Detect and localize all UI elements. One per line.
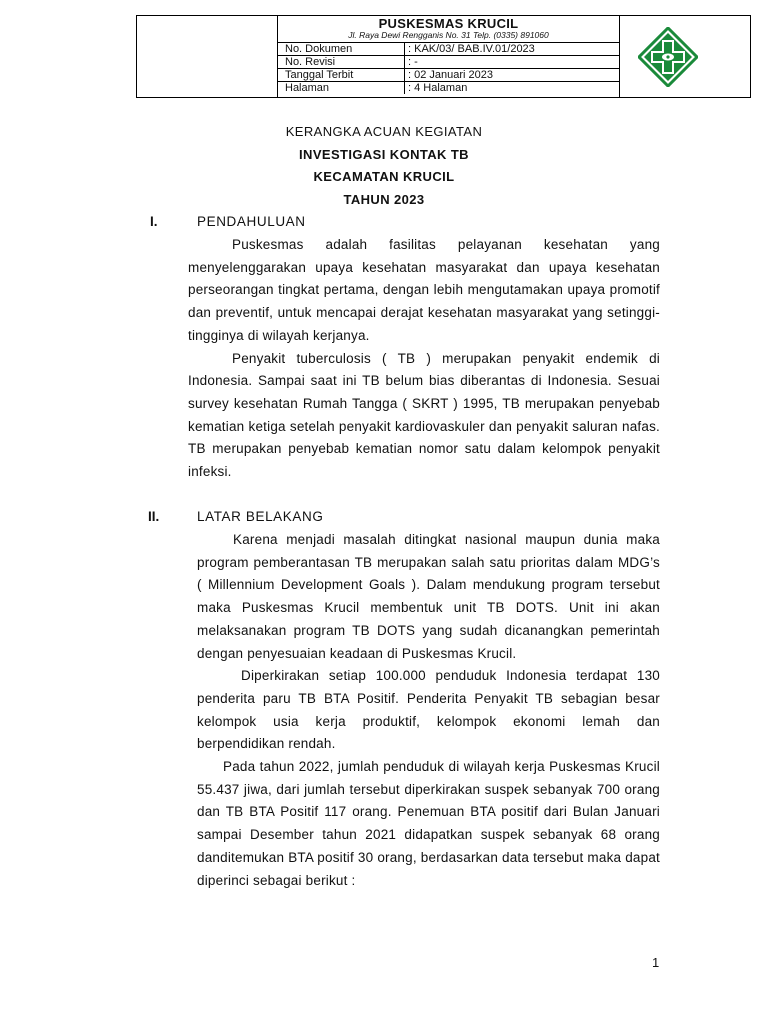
header-left-cell [137,16,278,97]
section-2-body [197,529,660,892]
org-address: Jl. Raya Dewi Rengganis No. 31 Telp. (0335) 891060 [348,30,549,40]
section-1-paragraph: Penyakit tuberculosis ( TB ) merupakan penyakit endemik di Indonesia. Sampai saat ini TB belum bias diberantas di Indonesia. Sesuai survey kesehatan Rumah Tangga ( SKRT ) 1995, TB merupakan penyebab kematian ketiga setelah penyakit kardiovaskuler dan penyakit saluran nafas. TB merupakan penyebab kematian nomor satu dalam kelompok penyakit infeksi. [188,350,660,480]
header-logo-cell [619,16,750,97]
section-2-paragraph: Pada tahun 2022, jumlah penduduk di wilayah kerja Puskesmas Krucil 55.437 jiwa, dari jumlah tersebut diperkirakan suspek sebanyak 700 orang dan TB BTA Positif 117 orang. Penemuan BTA positif dari Bulan Januari sampai Desember tahun 2021 didapatkan suspek sebanyak 68 orang danditemukan BTA positif 30 orang, berdasarkan data tersebut maka dapat diperinci sebagai berikut : [197,759,660,888]
doc-title-3: KECAMATAN KRUCIL [313,169,455,184]
section-2-title: LATAR BELAKANG [197,509,324,524]
row-key: No. Dokumen [285,43,353,55]
section-1-title: PENDAHULUAN [197,214,306,229]
section-2-paragraph: Diperkirakan setiap 100.000 penduduk Indonesia terdapat 130 penderita paru TB BTA Positif. Penderita Penyakit TB sebagian besar kelompok usia kerja produktif, kelompok ekonomi lemah dan berpendidikan rendah. [197,668,660,752]
document-header-table [136,15,751,98]
doc-title-2: INVESTIGASI KONTAK TB [299,147,469,162]
section-2-number: II. [148,509,160,524]
doc-title-1: KERANGKA ACUAN KEGIATAN [285,124,483,139]
row-value: : KAK/03/ BAB.IV.01/2023 [404,43,535,55]
header-row-dokumen [278,42,619,55]
row-key: Halaman [285,82,330,94]
row-value: : - [404,56,418,68]
row-value: : 4 Halaman [404,82,467,94]
header-info-cell [278,16,619,97]
header-row-tanggal [278,68,619,81]
section-1-body [188,234,660,484]
puskesmas-cross-logo-icon [638,27,698,87]
header-row-revisi [278,55,619,68]
org-name: PUSKESMAS KRUCIL [378,16,519,31]
row-key: Tanggal Terbit [285,69,354,81]
section-1-number: I. [150,214,158,229]
section-2-paragraph: Karena menjadi masalah ditingkat nasional maupun dunia maka program pemberantasan TB merupakan salah satu prioritas dalam MDG’s ( Millennium Development Goals ). Dalam mendukung program tersebut maka Puskesmas Krucil membentuk unit TB DOTS. Unit ini akan melaksanakan program TB DOTS yang sudah dicanangkan pemerintah dengan penyesuaian keadaan di Puskesmas Krucil. [197,532,660,661]
header-row-halaman [278,81,619,94]
row-value: : 02 Januari 2023 [404,69,493,81]
section-1-paragraph: Puskesmas adalah fasilitas pelayanan kesehatan yang menyelenggarakan upaya kesehatan masyarakat dan upaya kesehatan perseorangan tingkat pertama, dengan lebih mengutamakan upaya promotif dan preventif, untuk mencapai derajat kesehatan masyarakat yang setinggi-tingginya di wilayah kerjanya. [188,237,660,343]
row-key: No. Revisi [285,56,336,68]
doc-title-4: TAHUN 2023 [343,192,425,207]
page-number: 1 [652,955,660,970]
